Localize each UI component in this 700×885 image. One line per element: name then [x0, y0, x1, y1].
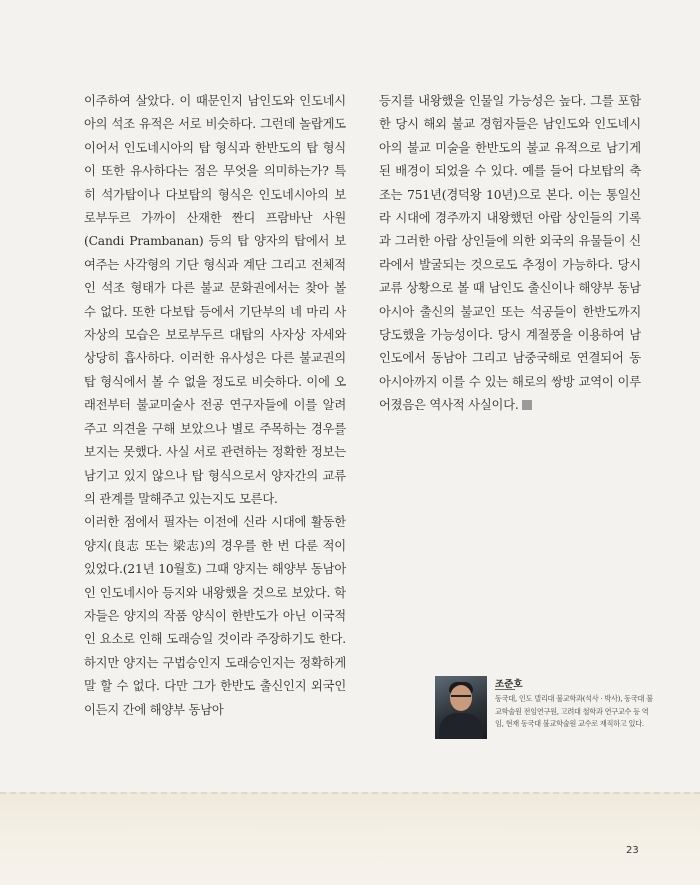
author-bio: 동국대, 인도 델리대 불교학과(석사 · 박사), 동국대 불교학술원 전임연구원, 고려대 철학과 연구교수 등 역임, 현재 동국대 불교학술원 교수로 재직하고 있다.	[495, 694, 653, 729]
author-divider	[495, 689, 515, 690]
article-left-column	[84, 90, 346, 722]
article-paragraph-2: 이러한 점에서 필자는 이전에 신라 시대에 활동한 양지(良志 또는 梁志)의 경우를 한 번 다룬 적이 있었다.(21년 10월호) 그때 양지는 해양부 동남아인 인도네시아 등지와 내왕했을 것으로 보았다. 학자들은 양지의 작품 양식이 한반도가 아닌 이국적인 요소로 인해 도래승일 것이라 주장하기도 한다. 하지만 양지는 구법승인지 도래승인지는 정확하게 말 할 수 없다. 다만 그가 한반도 출신인지 외국인이든지 간에 해양부 동남아	[84, 515, 346, 717]
article-paragraph-1: 이주하여 살았다. 이 때문인지 남인도와 인도네시아의 석조 유적은 서로 비슷하다. 그런데 놀랍게도 이어서 인도네시아의 탑 형식과 한반도의 탑 형식이 또한 유사하다는 점은 무엇을 의미하는가? 특히 석가탑이나 다보탑의 형식은 인도네시아의 보로부두르 가까이 산재한 짠디 프람바난 사원(Candi Prambanan) 등의 탑 양자의 탑에서 보여주는 사각형의 기단 형식과 계단 그리고 전체적인 석조 형태가 다른 불교 문화권에서는 찾아 볼 수 없다. 또한 다보탑 등에서 기단부의 네 마리 사자상의 모습은 보로부두르 대탑의 사자상 자세와 상당히 흡사하다. 이러한 유사성은 다른 불교권의 탑 형식에서 볼 수 없을 정도로 비슷하다. 이에 오래전부터 불교미술사 전공 연구자들에 이를 알려 주고 의견을 구해 보았으나 별로 주목하는 경우를 보지는 못했다. 사실 서로 관련하는 정확한 정보는 남기고 있지 않으나 탑 형식으로서 양자간의 교류의 관계를 말해주고 있는지도 모른다.	[84, 94, 346, 506]
decorative-dashed-line	[0, 792, 700, 794]
author-photo	[435, 676, 487, 739]
paper-texture-footer	[0, 792, 700, 885]
article-right-column	[379, 90, 641, 418]
end-mark-icon	[522, 400, 532, 410]
article-paragraph-3	[379, 90, 641, 418]
article-paragraph-3-text: 등지를 내왕했을 인물일 가능성은 높다. 그를 포함한 당시 해외 불교 경험자들은 남인도와 인도네시아의 불교 미술을 한반도의 불교 유적으로 남기게 된 배경이 되었을 수 있다. 예를 들어 다보탑의 축조는 751년(경덕왕 10년)으로 본다. 이는 통일신라 시대에 경주까지 내왕했던 아랍 상인들의 기록과 그러한 아랍 상인들에 의한 외국의 유물들이 신라에서 발굴되는 것으로도 추정이 가능하다. 당시 교류 상황으로 볼 때 남인도 출신이나 해양부 동남아시아 출신의 불교인 또는 석공들이 한반도까지 당도했을 가능성이다. 당시 계절풍을 이용하여 남인도에서 동남아 그리고 남중국해로 연결되어 동아시아까지 이를 수 있는 해로의 쌍방 교역이 이루어졌음은 역사적 사실이다.	[379, 94, 641, 413]
author-name: 조준호	[495, 679, 523, 690]
page-number: 23	[626, 845, 639, 856]
